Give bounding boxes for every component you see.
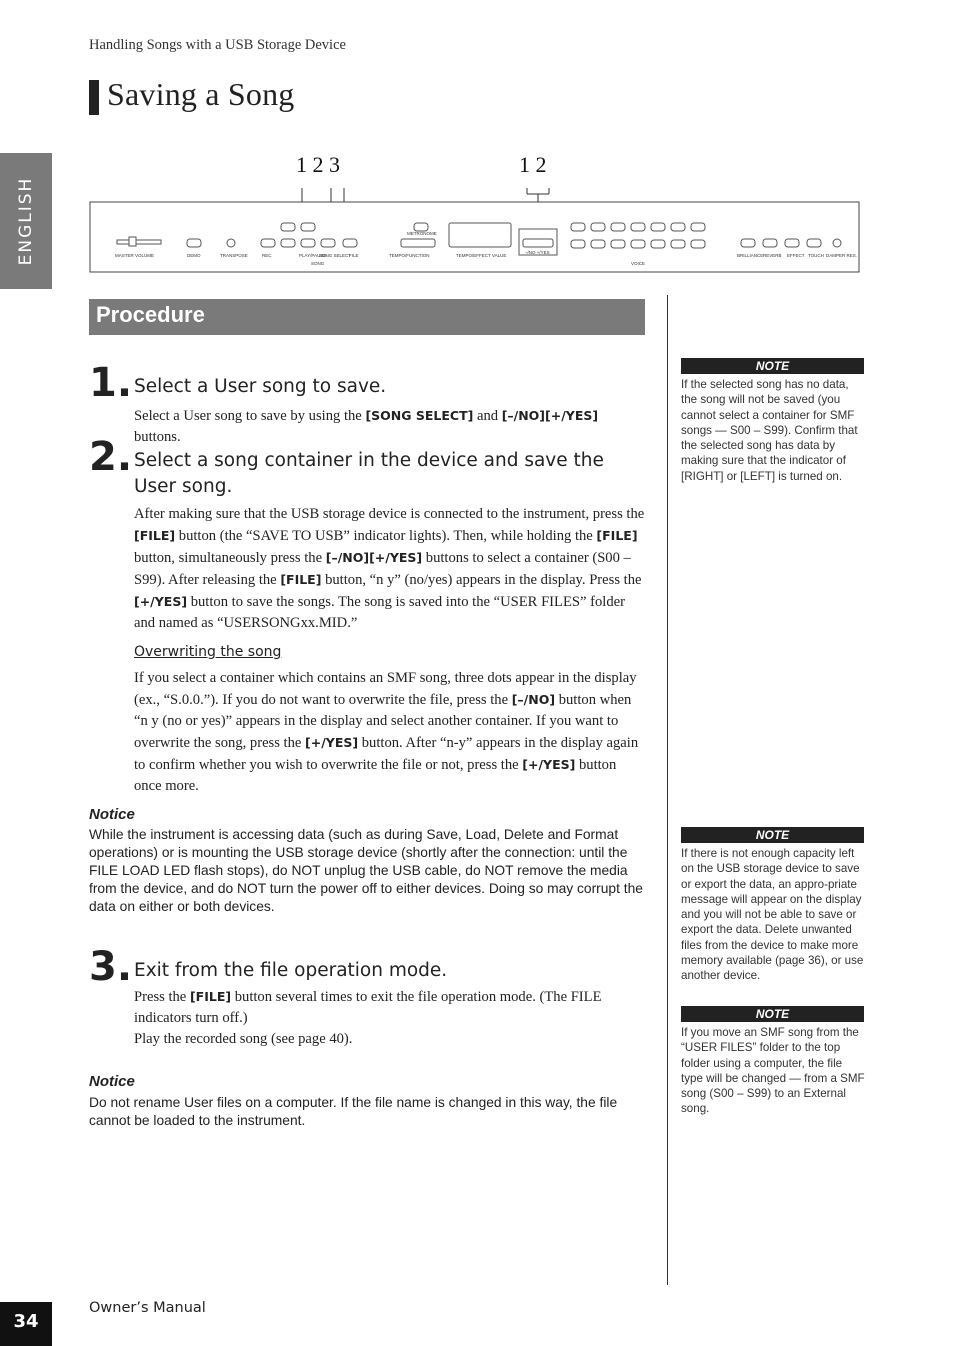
demo-label: DEMO (187, 253, 201, 258)
note-3-body: If you move an SMF song from the “USER FILES” folder to the top folder using a computer, the file type will be changed — from a SMF song (S00 – S99) to an External song. (681, 1026, 865, 1116)
tempo-function-label: TEMPO/FUNCTION (389, 253, 430, 258)
step-3-number: 3. (89, 944, 133, 990)
tempo-effect-value-label: TEMPO/EFFECT VALUE (456, 253, 507, 258)
language-tab (0, 153, 52, 289)
procedure-heading-bar (89, 299, 645, 335)
notice-2-body: Do not rename User files on a computer. If the file name is changed in this way, the file cannot be loaded to the instrument. (89, 1095, 618, 1128)
song-select-label: SONG SELECT (319, 253, 352, 258)
step-1-number: 1. (89, 360, 133, 406)
note-2-body: If there is not enough capacity left on the USB storage device to save or export the data, an appro-priate message will appear on the display and you will not be able to save or export the data. Delete unwanted files from the device to make more memory available (page 36), or use another device. (681, 847, 864, 983)
voice-label: VOICE (631, 261, 646, 266)
transpose-label: TRANSPOSE (220, 253, 248, 258)
reverb-label: REVERB (763, 253, 782, 258)
note-1-label: NOTE (755, 359, 790, 373)
step-3-heading: Exit from the file operation mode. (134, 960, 448, 981)
note-3-label: NOTE (755, 1007, 790, 1021)
effect-label: EFFECT (787, 253, 805, 258)
metronome-label: METRONOME (407, 231, 437, 236)
brilliance-label: BRILLIANCE (737, 253, 764, 258)
note-2-label-bar (681, 827, 864, 843)
step-3-body: Press the [FILE] button several times to exit the file operation mode. (The FILE indicators turn off.) Play the recorded song (see page 40). (134, 989, 602, 1047)
notice-1-title: Notice (89, 806, 135, 823)
song-label: SONG (311, 261, 325, 266)
note-2-label: NOTE (755, 828, 790, 842)
language-tab-label: ENGLISH (16, 176, 36, 266)
step-2-body: After making sure that the USB storage device is connected to the instrument, press the [FILE] button (the “SAVE TO USB” indicator lights). Then, while holding the [FILE] button, simultaneously press the [–/NO][+/YES] buttons to select a container (S00 – S99). After releasing the [FILE] button, “n y” (no/yes) appears in the display. Press the [+/YES] button to save the songs. The song is saved into the “USER FILES” folder and named as “USERSONGxx.MID.” (134, 506, 645, 631)
no-yes-label: –/NO +/YES (525, 250, 550, 255)
overwriting-subheading: Overwriting the song (134, 644, 282, 660)
page-title: Saving a Song (107, 76, 295, 112)
file-label: FILE (349, 253, 359, 258)
damper-res-label: DAMPER RES. (826, 253, 858, 258)
rec-label: REC (262, 253, 272, 258)
note-1-body: If the selected song has no data, the song will not be saved (you cannot select a container for SMF songs — S00 – S99). Confirm that the selected song has data by making sure that the indicator of [RIGHT] or [LEFT] is turned on. (681, 378, 858, 483)
note-3-label-bar (681, 1006, 864, 1022)
step-1-heading: Select a User song to save. (134, 376, 387, 397)
master-volume-label: MASTER VOLUME (115, 253, 155, 258)
notice-1-body: While the instrument is accessing data (such as during Save, Load, Delete and Format operations) or is mounting the USB storage device (shortly after the connection: until the FILE LOAD LED flash stops), do NOT unplug the USB cable, do NOT remove the media from the device, and do NOT turn the power off to either devices. Doing so may corrupt the data on either or both devices. (89, 827, 643, 914)
footer-manual: Owner’s Manual (89, 1300, 206, 1316)
note-1-label-bar (681, 358, 864, 374)
page-number: 34 (13, 1311, 39, 1332)
step-2-number: 2. (89, 434, 133, 480)
step-2-heading: Select a song container in the device and save the User song. (134, 450, 604, 497)
running-header: Handling Songs with a USB Storage Device (89, 37, 346, 53)
callout-left: 1 2 3 (296, 152, 340, 177)
notice-2-title: Notice (89, 1073, 135, 1090)
column-divider (667, 295, 668, 1285)
page-number-box (0, 1302, 52, 1346)
callout-right: 1 2 (519, 152, 547, 177)
touch-label: TOUCH (808, 253, 824, 258)
procedure-heading: Procedure (96, 302, 205, 327)
step-1-body: Select a User song to save by using the [SONG SELECT] and [–/NO][+/YES] buttons. (134, 408, 599, 445)
control-panel-illustration (89, 176, 861, 276)
title-marker (89, 80, 99, 115)
overwriting-body: If you select a container which contains an SMF song, three dots appear in the display (ex., “S.0.0.”). If you do not want to overwrite the file, press the [–/NO] button when “n y (no or yes)” appears in the display and select another container. If you want to overwrite the song, press the [+/YES] button. After “n-y” appears in the display again to confirm whether you wish to overwrite the file or not, press the [+/YES] button once more. (134, 670, 639, 794)
play-pause-label: PLAY/PAUSE (299, 253, 327, 258)
